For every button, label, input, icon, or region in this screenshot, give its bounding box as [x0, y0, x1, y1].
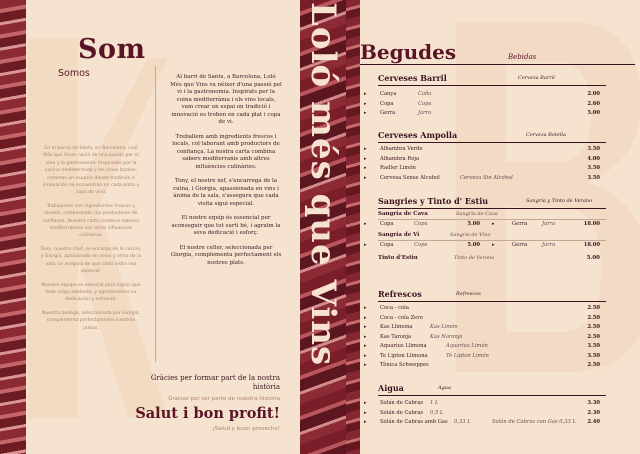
item-price: 5.00 — [467, 241, 480, 248]
menu-item — [364, 90, 628, 100]
paragraph-es: Nuestro equipo es esencial para lograr que todo salga adelante, y agradecemos su dedicación y esfuerzo. — [41, 282, 141, 303]
menu-item — [364, 352, 628, 362]
menu-item — [378, 253, 628, 263]
bullet-icon: ▸ — [364, 165, 367, 171]
menu-item — [364, 164, 628, 174]
paragraph-ca: El nostre celler, seleccionada per Giorgia, complementa perfectament els nostres plats. — [170, 244, 282, 266]
bullet-icon: ▸ — [364, 343, 367, 349]
menu-item — [364, 399, 628, 409]
menu-item — [364, 100, 628, 110]
thanks-text-es: Gracias por ser parte de nuestra historia — [168, 396, 280, 402]
menu-item — [364, 361, 628, 371]
subsection-title-es: Sangría de Vino — [450, 231, 491, 238]
item-name-es: Copa — [414, 241, 428, 248]
paragraph-es: Tony, nuestro chef, se encarga de la cocina, y Giorgia, apasionada en vinos y alma de la sala, se asegura de que cada visita sea especial. — [40, 246, 142, 275]
bullet-icon: ▸ — [364, 91, 367, 97]
subsection-title: Sangria de Vi — [378, 231, 420, 238]
item-name: Copa — [380, 221, 394, 227]
item-name: Gerra — [512, 241, 528, 248]
item-name-es: Caña — [418, 91, 432, 97]
section-subtitle: Sangría y Tinto de Verano — [526, 198, 593, 204]
item-price: 4.00 — [587, 155, 600, 162]
bullet-icon: ▸ — [364, 409, 367, 416]
section-subtitle: Agua — [438, 385, 452, 391]
item-name: Kas Llimona — [380, 324, 413, 330]
item-price: 3.50 — [587, 343, 600, 349]
about-text-ca — [170, 74, 282, 274]
bullet-icon: ▸ — [364, 352, 367, 359]
closing-heading-es: ¡Salud y buen provecho! — [212, 426, 280, 432]
subsection-title-es: Sangría de Cava — [456, 211, 498, 217]
column-divider — [155, 66, 156, 362]
section-subtitle: Cerveza Barril — [518, 75, 555, 81]
item-price: 2.40 — [587, 419, 600, 425]
item-name: Te Lipton Llimona — [380, 352, 428, 359]
paragraph-ca: Tony, el nostre xef, s'encarrega de la cuina, i Giorgia, apassionada en vins i ànima de la sala, s'assegura que cada visita sigui especial. — [173, 178, 279, 207]
bullet-icon: ▸ — [364, 146, 367, 152]
section-sangries — [364, 196, 628, 263]
menu-item — [364, 174, 628, 184]
bullet-icon: ▸ — [364, 324, 367, 330]
bullet-icon: ▸ — [364, 100, 367, 107]
section-subtitle: Cerveza Botella — [526, 132, 566, 138]
section-title: Aigua — [378, 383, 404, 393]
item-price: 2.00 — [587, 91, 600, 97]
paragraph-ca: El nostre equip és essencial per aconseguir que tot surti bé, i agraïm la seva dedicació i esforç. — [171, 215, 281, 236]
paragraph-ca: Al barri de Sants, a Barcelona, Loló Més que Vins va néixer d'una passió pel vi i la gastronomia. Inspirats per la cuina mediterrània i els vins locals, vam crear un espai on tradició i innovació es troben en cada plat i copa de vi. — [170, 74, 282, 125]
item-name-es: Solán de Cabras con Gas 0,33 L — [492, 419, 576, 425]
item-price: 2.60 — [587, 100, 600, 107]
item-price: 5.00 — [586, 255, 600, 261]
menu-item — [364, 333, 628, 343]
bullet-icon: ▸ — [492, 241, 495, 248]
bullet-icon: ▸ — [364, 241, 367, 248]
item-price: 5.00 — [587, 110, 600, 116]
paragraph-ca: Treballem amb ingredients frescos i locals, col·laborant amb productors de confiança. La nostra carta combina sabors mediterranis amb altres influències culinàries. — [172, 133, 280, 170]
item-name: Gerra — [380, 110, 396, 116]
item-name-es: Jarra — [542, 221, 556, 227]
menu-item — [364, 155, 628, 165]
item-name-es: Copa — [418, 100, 432, 107]
bullet-icon: ▸ — [364, 333, 367, 340]
closing-heading: Salut i bon profit! — [135, 405, 280, 422]
menu-subtitle: Bebidas — [508, 53, 537, 61]
item-name: Kas Taronja — [380, 333, 412, 340]
page-subtitle: Somos — [58, 68, 90, 79]
bullet-icon: ▸ — [364, 419, 367, 425]
item-name: Cervesa Sense Alcohol — [380, 174, 440, 181]
item-price: 18.00 — [583, 241, 600, 248]
item-price: 2.30 — [587, 409, 600, 416]
paragraph-es: Nuestra bodega, seleccionada por Giorgia, complementa perfectamente nuestros platos. — [41, 310, 141, 331]
item-name: Solán de Cabras — [380, 400, 424, 406]
bullet-icon: ▸ — [364, 400, 367, 406]
bullet-icon: ▸ — [492, 221, 495, 227]
item-name-es: Kas Naranja — [430, 333, 463, 340]
photo-strip-right — [346, 0, 360, 454]
item-name-es: Aquarius Limón — [446, 343, 488, 349]
item-price: 3.50 — [587, 174, 600, 181]
item-name: Tinto d'Estiu — [378, 255, 418, 261]
item-name-es: Cerveza Sin Alcohol — [460, 174, 513, 181]
bullet-icon: ▸ — [364, 174, 367, 181]
menu-item — [364, 241, 628, 251]
item-size: 0,5 L — [430, 409, 444, 416]
section-cerveses-ampolla — [364, 130, 628, 183]
item-price: 2.50 — [587, 362, 600, 368]
bullet-icon: ▸ — [364, 314, 367, 321]
item-price: 2.50 — [587, 305, 600, 311]
subsection-heading — [378, 209, 628, 219]
section-subtitle: Refrescos — [456, 291, 481, 297]
menu-item — [364, 109, 628, 119]
item-price: 3.50 — [587, 352, 600, 359]
brand-name: Loló més que Vins — [303, 2, 343, 367]
item-name: Radler Limón — [380, 165, 416, 171]
item-name-es: Kas Limón — [430, 324, 458, 330]
item-size: 1 L — [430, 400, 439, 406]
subsection-heading — [378, 230, 628, 240]
drinks-panel — [346, 0, 640, 454]
item-name-es: Té Lipton Limón — [446, 352, 489, 359]
item-size: 0,33 L — [454, 419, 471, 425]
about-text-es — [40, 145, 142, 338]
item-price: 3.50 — [587, 146, 600, 152]
menu-item — [364, 145, 628, 155]
menu-item — [364, 342, 628, 352]
menu-item — [364, 314, 628, 324]
item-price: 18.00 — [583, 221, 600, 227]
about-panel — [0, 0, 300, 454]
item-name-es: Copa — [414, 221, 428, 227]
item-name: Coca - cola — [380, 305, 409, 311]
paragraph-es: En el barrio de Sants, en Barcelona, Loló Más que Vinos nació de una pasión por el vino y la gastronomía. Inspirados por la cocina mediterránea y los vinos locales, creamos un espacio donde tradición e innovación se encuentran en cada plato y copa de vino. — [42, 146, 140, 196]
section-title: Cerveses Barril — [378, 73, 447, 83]
item-name: Gerra — [512, 221, 528, 227]
section-title: Refrescos — [378, 289, 422, 299]
bullet-icon: ▸ — [364, 155, 367, 162]
item-name-es: Jarra — [542, 241, 556, 248]
item-name-es: Tinto de Verano — [454, 255, 495, 261]
subsection-title: Sangria de Cava — [378, 211, 428, 217]
menu-item — [364, 409, 628, 419]
item-name: Canya — [380, 91, 397, 97]
bullet-icon: ▸ — [364, 305, 367, 311]
menu-item — [364, 323, 628, 333]
item-name: Solán de Cabras amb Gas — [380, 419, 448, 425]
bullet-icon: ▸ — [364, 221, 367, 227]
item-price: 2.50 — [587, 324, 600, 330]
section-title: Cerveses Ampolla — [378, 130, 458, 140]
item-price: 3.30 — [587, 400, 600, 406]
bullet-icon: ▸ — [364, 362, 367, 368]
item-name: Coca - cola Zero — [380, 314, 423, 321]
paragraph-es: Trabajamos con ingredientes frescos y locales, colaborando con productores de confianza. Nuestra carta combina sabores mediterráneos con otras influencias culinarias. — [42, 203, 140, 239]
menu-item — [364, 304, 628, 314]
menu-item — [364, 220, 628, 230]
title-divider — [360, 64, 635, 65]
item-name: Tònica Schweppes — [380, 362, 429, 368]
section-cerveses-barril — [364, 73, 628, 119]
item-name: Copa — [380, 241, 394, 248]
bullet-icon: ▸ — [364, 110, 367, 116]
item-name-es: Jarra — [418, 110, 432, 116]
menu-title: Begudes — [360, 40, 457, 64]
section-title: Sangries y Tinto d' Estiu — [378, 196, 489, 206]
item-name: Alhambra Verde — [380, 146, 423, 152]
item-price: 5.00 — [467, 221, 480, 227]
thanks-text: Gràcies per formar part de la nostra història — [150, 374, 280, 391]
item-price: 3.50 — [587, 165, 600, 171]
item-name: Solán de Cabras — [380, 409, 424, 416]
menu-item — [364, 418, 628, 428]
item-name: Alhambra Roja — [380, 155, 420, 162]
brand-strip — [300, 0, 346, 454]
section-refrescos — [364, 289, 628, 371]
page-title: Som — [78, 34, 146, 65]
section-aigua — [364, 383, 628, 428]
item-price: 2.50 — [587, 333, 600, 340]
item-name: Aquarius Llimona — [380, 343, 427, 349]
item-name: Copa — [380, 100, 394, 107]
item-price: 2.50 — [587, 314, 600, 321]
